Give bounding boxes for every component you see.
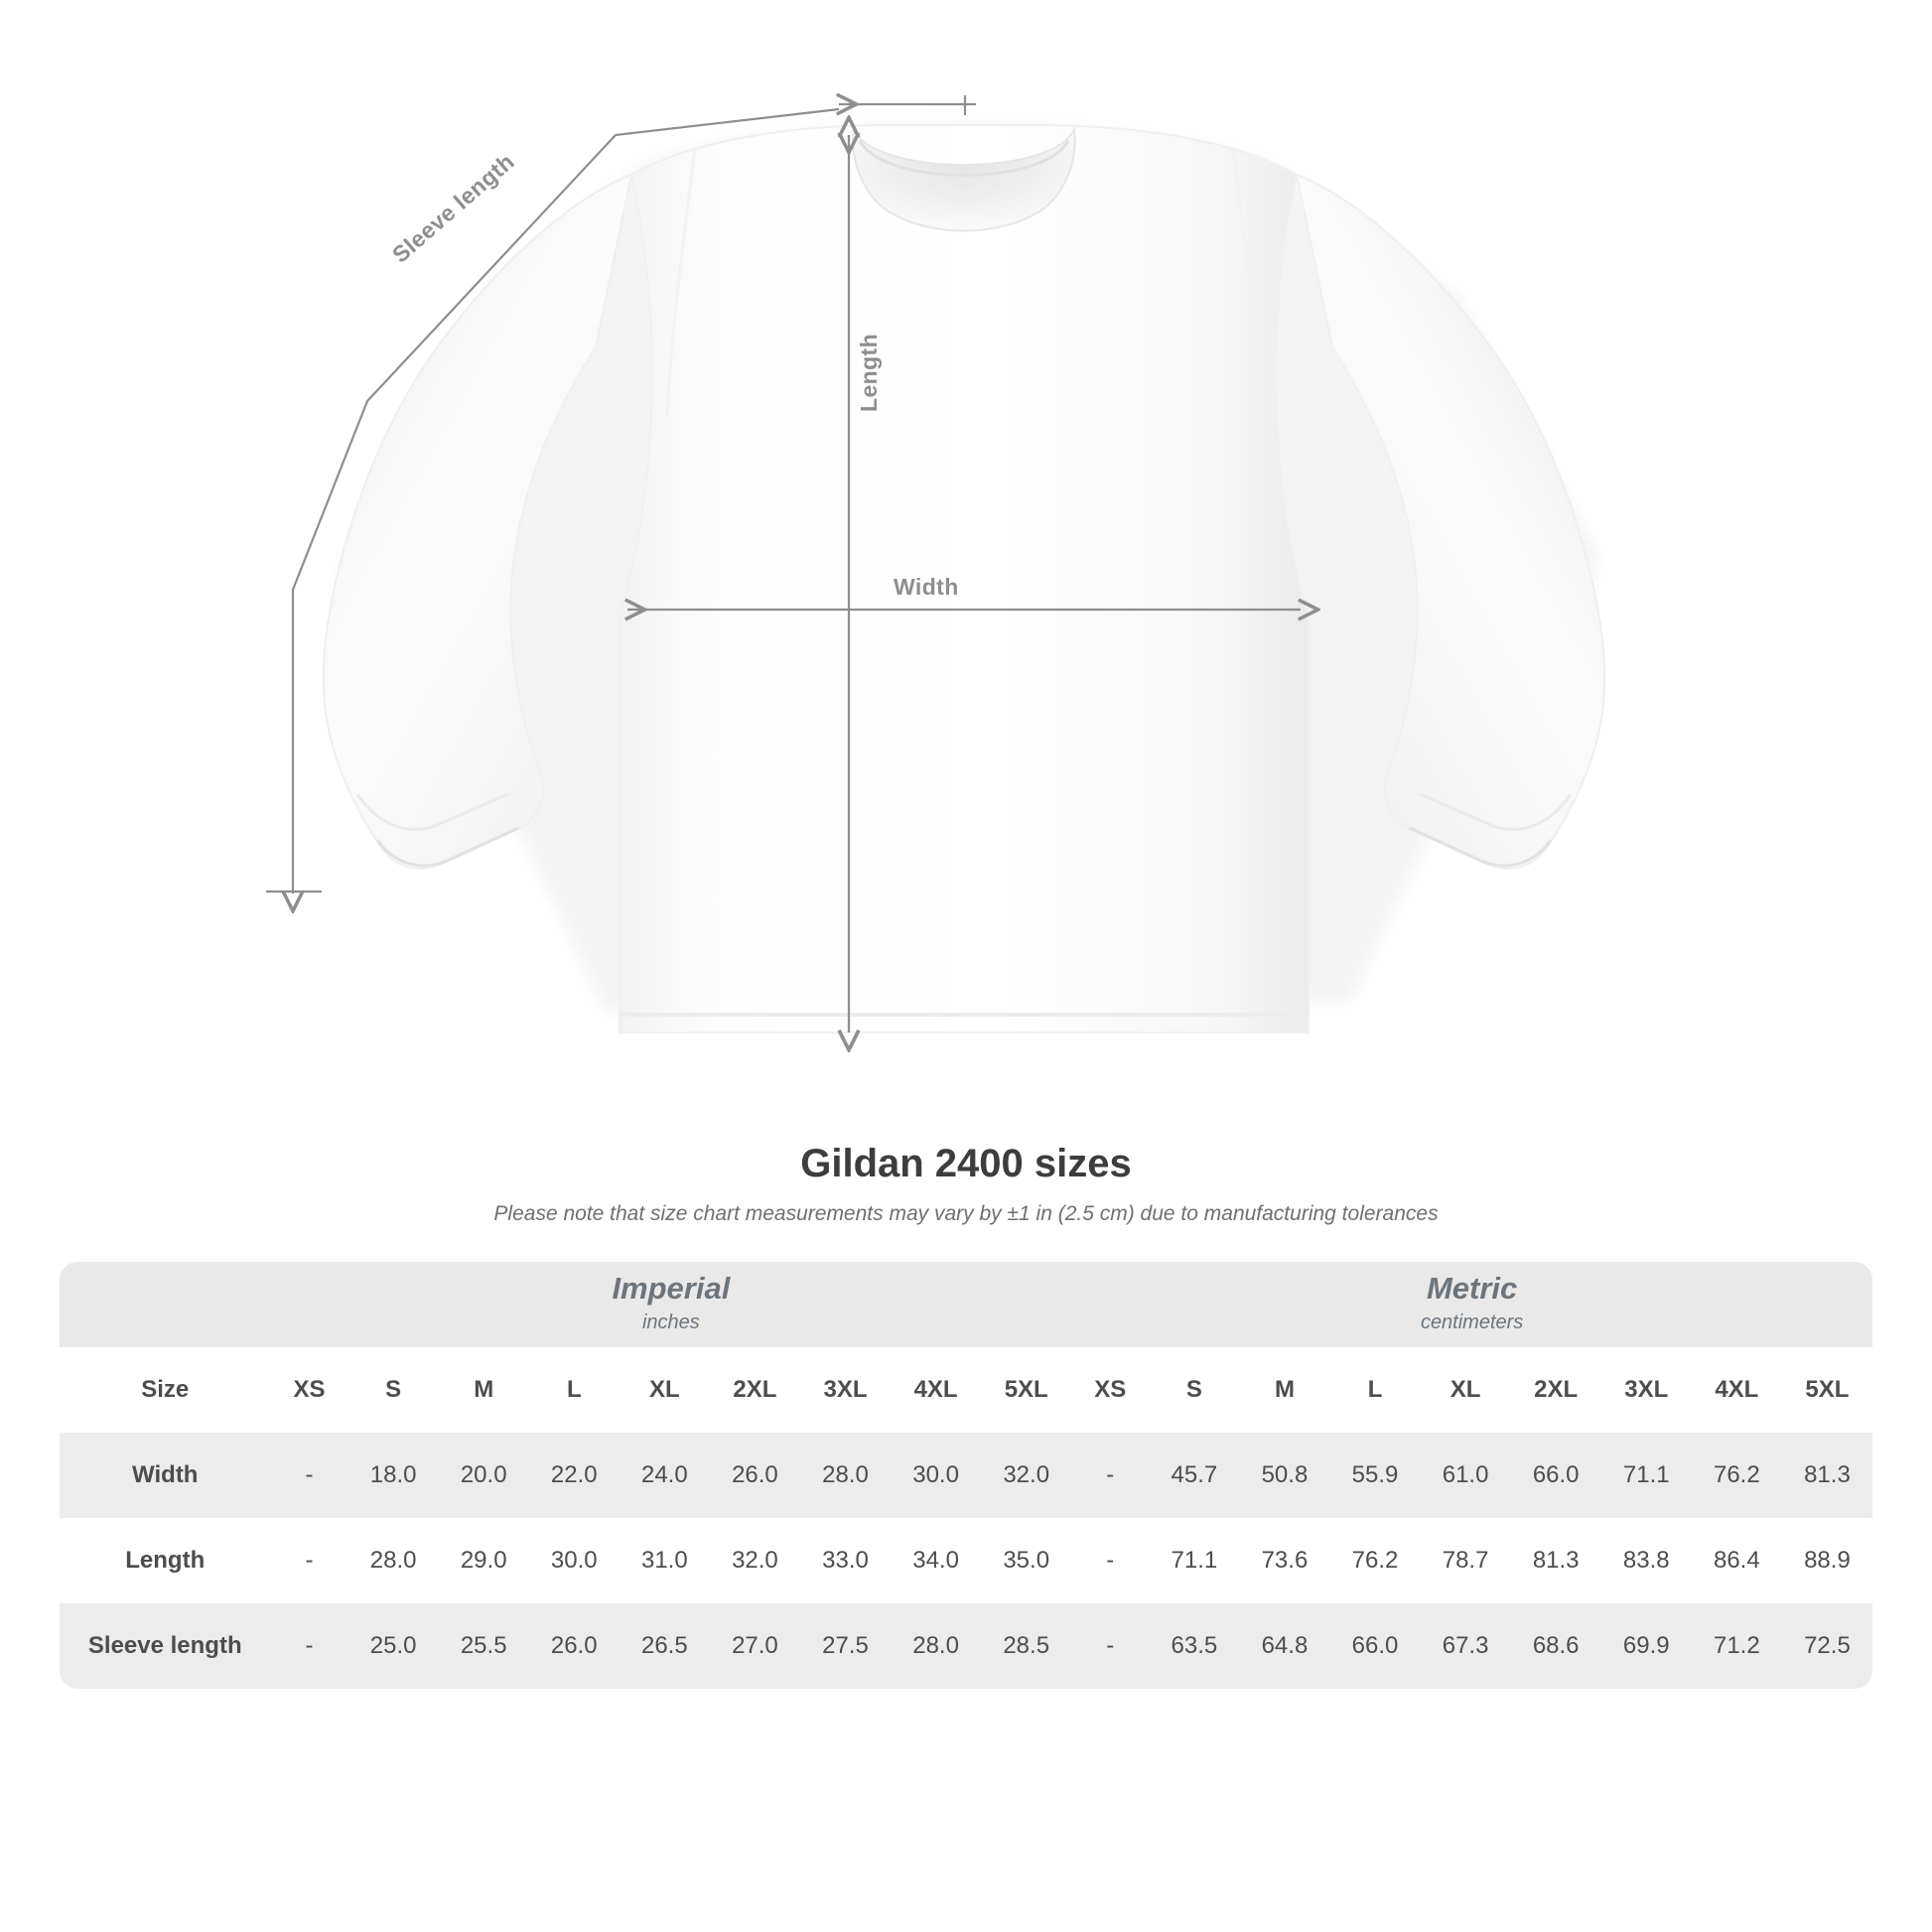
column-header-met-2xl: 2XL	[1511, 1347, 1601, 1433]
cell-width-imp-3xl: 28.0	[800, 1433, 891, 1518]
cell-width-imp-5xl: 32.0	[981, 1433, 1071, 1518]
table-row	[60, 1603, 1872, 1689]
system-name-imperial: Imperial	[612, 1271, 731, 1307]
cell-sleeve-imp-3xl: 27.5	[800, 1603, 891, 1689]
page-title: Gildan 2400 sizes	[800, 1142, 1132, 1185]
column-header-met-xl: XL	[1421, 1347, 1511, 1433]
row-label-sleeve-length: Sleeve length	[60, 1603, 271, 1689]
cell-length-imp-5xl: 35.0	[981, 1518, 1071, 1603]
cell-sleeve-imp-4xl: 28.0	[891, 1603, 981, 1689]
row-label-length: Length	[60, 1518, 271, 1603]
cell-length-met-xs: -	[1071, 1518, 1149, 1603]
cell-sleeve-imp-xs: -	[271, 1603, 348, 1689]
cell-width-imp-l: 22.0	[529, 1433, 620, 1518]
column-header-met-5xl: 5XL	[1782, 1347, 1872, 1433]
cell-sleeve-imp-5xl: 28.5	[981, 1603, 1071, 1689]
cell-width-met-5xl: 81.3	[1782, 1433, 1872, 1518]
cell-length-imp-xs: -	[271, 1518, 348, 1603]
cell-sleeve-met-3xl: 69.9	[1601, 1603, 1692, 1689]
column-header-met-m: M	[1239, 1347, 1329, 1433]
system-unit-imperial: inches	[641, 1311, 700, 1333]
table-row	[60, 1433, 1872, 1518]
size-header-row	[60, 1347, 1872, 1433]
cell-sleeve-imp-l: 26.0	[529, 1603, 620, 1689]
column-header-met-l: L	[1329, 1347, 1420, 1433]
cell-length-met-3xl: 83.8	[1601, 1518, 1692, 1603]
cell-length-imp-l: 30.0	[529, 1518, 620, 1603]
column-header-met-4xl: 4XL	[1692, 1347, 1782, 1433]
cell-length-imp-3xl: 33.0	[800, 1518, 891, 1603]
column-header-imp-m: M	[439, 1347, 529, 1433]
cell-width-imp-xs: -	[271, 1433, 348, 1518]
cell-sleeve-met-2xl: 68.6	[1511, 1603, 1601, 1689]
cell-width-met-2xl: 66.0	[1511, 1433, 1601, 1518]
cell-length-met-l: 76.2	[1329, 1518, 1420, 1603]
cell-width-met-xs: -	[1071, 1433, 1149, 1518]
system-header-spacer	[60, 1262, 271, 1347]
cell-length-met-5xl: 88.9	[1782, 1518, 1872, 1603]
length-label: Length	[856, 333, 882, 412]
cell-width-met-4xl: 76.2	[1692, 1433, 1782, 1518]
cell-length-imp-xl: 31.0	[620, 1518, 710, 1603]
tolerance-note: Please note that size chart measurements may vary by ±1 in (2.5 cm) due to manufacturing tolerances	[493, 1202, 1439, 1225]
cell-sleeve-met-s: 63.5	[1149, 1603, 1239, 1689]
column-header-imp-5xl: 5XL	[981, 1347, 1071, 1433]
column-header-imp-3xl: 3XL	[800, 1347, 891, 1433]
system-unit-metric: centimeters	[1420, 1311, 1524, 1333]
cell-sleeve-imp-m: 25.5	[439, 1603, 529, 1689]
cell-length-imp-4xl: 34.0	[891, 1518, 981, 1603]
column-header-size: Size	[60, 1347, 271, 1433]
column-header-met-s: S	[1149, 1347, 1239, 1433]
cell-width-met-xl: 61.0	[1421, 1433, 1511, 1518]
cell-width-imp-s: 18.0	[348, 1433, 439, 1518]
column-header-imp-xs: XS	[271, 1347, 348, 1433]
cell-width-imp-2xl: 26.0	[710, 1433, 800, 1518]
cell-length-met-2xl: 81.3	[1511, 1518, 1601, 1603]
system-header-metric	[1071, 1262, 1872, 1347]
cell-width-met-m: 50.8	[1239, 1433, 1329, 1518]
cell-sleeve-met-m: 64.8	[1239, 1603, 1329, 1689]
width-label: Width	[894, 574, 959, 600]
cell-sleeve-imp-xl: 26.5	[620, 1603, 710, 1689]
cell-sleeve-imp-s: 25.0	[348, 1603, 439, 1689]
table-row	[60, 1518, 1872, 1603]
cell-sleeve-met-l: 66.0	[1329, 1603, 1420, 1689]
column-header-imp-2xl: 2XL	[710, 1347, 800, 1433]
size-chart-table-wrap	[60, 1262, 1872, 1689]
system-header-row	[60, 1262, 1872, 1347]
row-label-width: Width	[60, 1433, 271, 1518]
cell-width-met-3xl: 71.1	[1601, 1433, 1692, 1518]
size-chart-table	[60, 1262, 1872, 1689]
shirt-body	[620, 125, 1309, 1033]
cell-length-imp-m: 29.0	[439, 1518, 529, 1603]
cell-length-imp-s: 28.0	[348, 1518, 439, 1603]
system-header-imperial	[271, 1262, 1072, 1347]
sleeve-length-label: Sleeve length	[387, 148, 519, 268]
cell-sleeve-met-4xl: 71.2	[1692, 1603, 1782, 1689]
column-header-imp-xl: XL	[620, 1347, 710, 1433]
title-block	[0, 1142, 1932, 1226]
cell-length-met-xl: 78.7	[1421, 1518, 1511, 1603]
cell-length-met-m: 73.6	[1239, 1518, 1329, 1603]
column-header-imp-s: S	[348, 1347, 439, 1433]
cell-sleeve-met-xl: 67.3	[1421, 1603, 1511, 1689]
cell-width-imp-xl: 24.0	[620, 1433, 710, 1518]
cell-width-met-s: 45.7	[1149, 1433, 1239, 1518]
cell-width-imp-4xl: 30.0	[891, 1433, 981, 1518]
cell-length-imp-2xl: 32.0	[710, 1518, 800, 1603]
cell-length-met-s: 71.1	[1149, 1518, 1239, 1603]
system-name-metric: Metric	[1426, 1271, 1518, 1307]
cell-width-imp-m: 20.0	[439, 1433, 529, 1518]
column-header-imp-l: L	[529, 1347, 620, 1433]
cell-sleeve-met-xs: -	[1071, 1603, 1149, 1689]
cell-sleeve-imp-2xl: 27.0	[710, 1603, 800, 1689]
cell-sleeve-met-5xl: 72.5	[1782, 1603, 1872, 1689]
cell-length-met-4xl: 86.4	[1692, 1518, 1782, 1603]
column-header-met-3xl: 3XL	[1601, 1347, 1692, 1433]
column-header-imp-4xl: 4XL	[891, 1347, 981, 1433]
column-header-met-xs: XS	[1071, 1347, 1149, 1433]
cell-width-met-l: 55.9	[1329, 1433, 1420, 1518]
